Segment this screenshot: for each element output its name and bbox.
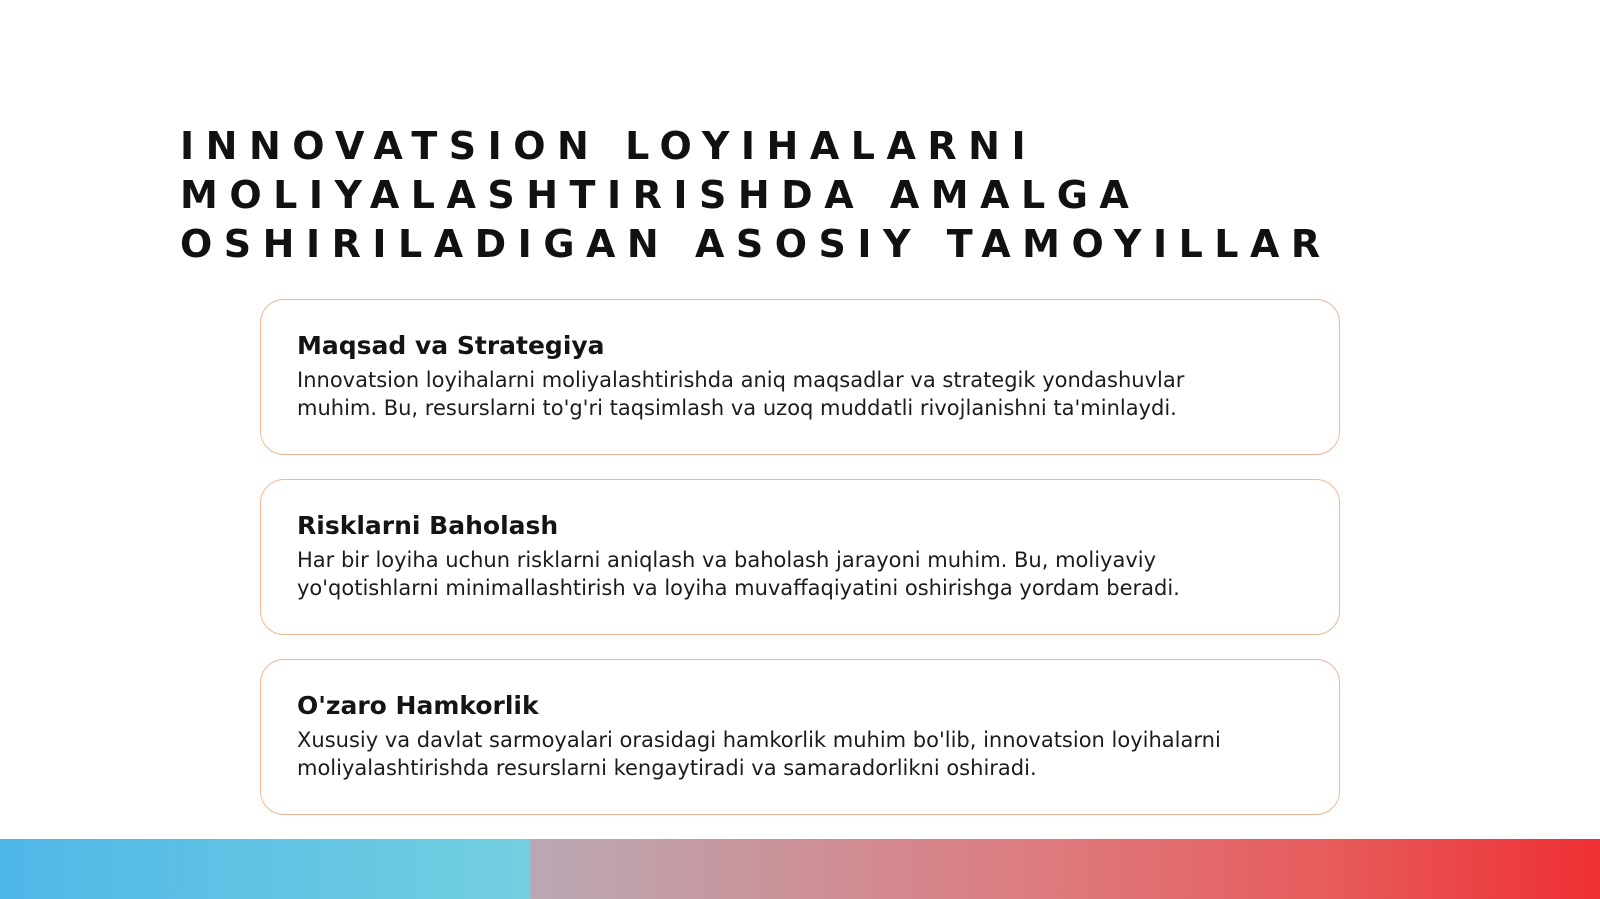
principle-card-strategy — [260, 299, 1340, 455]
principle-card-risk — [260, 479, 1340, 635]
slide-title: INNOVATSION LOYIHALARNI MOLIYALASHTIRISHDA AMALGA OSHIRILADIGAN ASOSIY TAMOYILLAR — [180, 124, 1332, 266]
footer-band-blue — [0, 839, 530, 899]
principle-card-heading: Maqsad va Strategiya — [297, 331, 605, 360]
principle-card-cooperation — [260, 659, 1340, 815]
principles-list — [260, 299, 1340, 839]
principle-card-heading: Risklarni Baholash — [297, 511, 559, 540]
principle-card-text: Innovatsion loyihalarni moliyalashtirishda aniq maqsadlar va strategik yondashuvlar muhim. Bu, resurslarni to'g'ri taqsimlash va uzoq muddatli rivojlanishni ta'minlaydi. — [297, 368, 1185, 420]
principle-card-text: Xususiy va davlat sarmoyalari orasidagi hamkorlik muhim bo'lib, innovatsion loyihalarni moliyalashtirishda resurslarni kengaytiradi va samaradorlikni oshiradi. — [297, 728, 1221, 780]
principle-card-heading: O'zaro Hamkorlik — [297, 691, 539, 720]
principle-card-text: Har bir loyiha uchun risklarni aniqlash va baholash jarayoni muhim. Bu, moliyaviy yo'qotishlarni minimallashtirish va loyiha muvaffaqiyatini oshirishga yordam beradi. — [297, 548, 1180, 600]
footer-band-red — [530, 839, 1600, 899]
